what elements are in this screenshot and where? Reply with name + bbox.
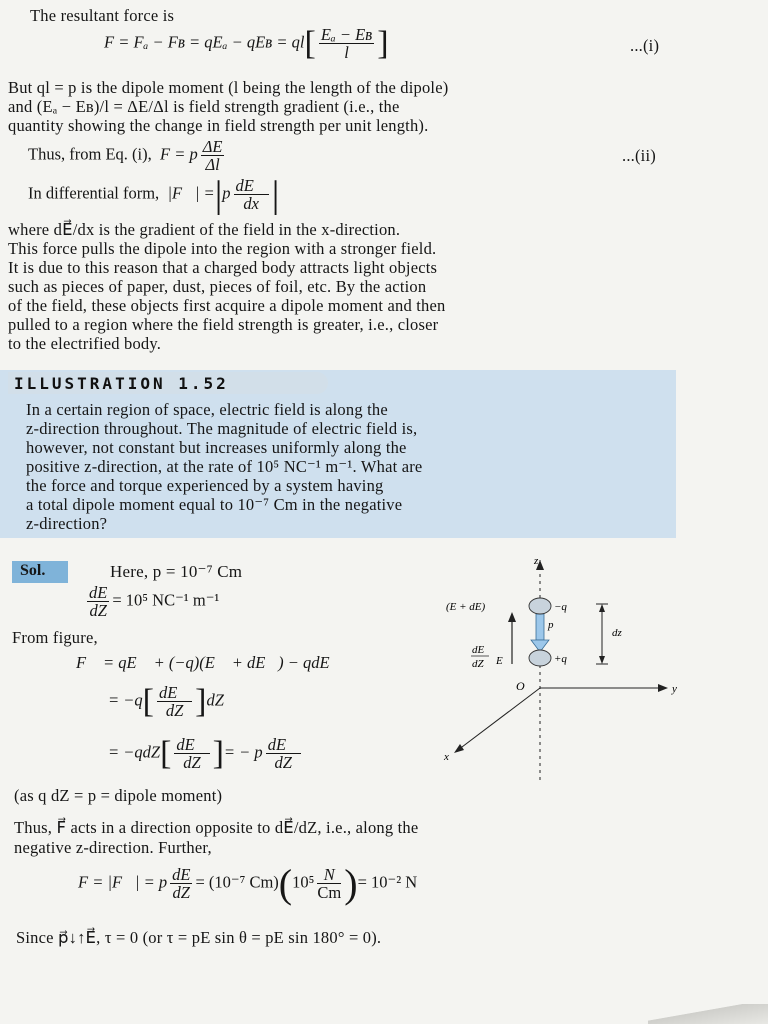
force-line-2: = −q[ $\frac{dE⃗}{dZ}$ ]dZ xyxy=(108,682,224,720)
paragraph-2-line-3: It is due to this reason that a charged body attracts light objects xyxy=(8,258,438,277)
illustration-line-5: the force and torque experienced by a system having xyxy=(26,476,384,495)
solution-here: Here, p = 10⁻⁷ Cm xyxy=(110,562,243,581)
E-plus-dE-label: (E + dE) xyxy=(446,601,486,613)
force-line-3: = −qdZ[ $\frac{dE⃗}{dZ}$ ]= − p $\frac{dE⃗}{dZ}$ xyxy=(108,734,299,772)
dipole-figure xyxy=(430,552,710,782)
E-label: E xyxy=(496,655,503,667)
dE-num: dE xyxy=(472,644,485,656)
dz-label: dz xyxy=(612,627,622,639)
force-line-1: F⃗ = qE⃗ + (−q)(E⃗ + dE⃗) − qdE⃗ xyxy=(76,653,343,672)
equation-1-tag: ...(i) xyxy=(630,36,660,55)
dz-arrow-down xyxy=(599,656,605,664)
page-curl xyxy=(648,1004,768,1024)
positive-charge xyxy=(529,650,551,666)
negative-charge xyxy=(529,598,551,614)
equation-2: Thus, from Eq. (i), F = p $\frac{\Delta E}{\Delta l}$ xyxy=(28,137,223,174)
paragraph-2-line-2: This force pulls the dipole into the region with a stronger field. xyxy=(8,239,437,258)
paragraph-1-line-3: quantity showing the change in field strength per unit length). xyxy=(8,116,429,135)
illustration-heading: ILLUSTRATION 1.52 xyxy=(14,374,229,393)
minus-q-label: −q xyxy=(554,601,567,613)
paragraph-1-line-1: But ql = p is the dipole moment (l being the length of the dipole) xyxy=(8,78,449,97)
paragraph-2-line-1: where dE⃗/dx is the gradient of the field in the x-direction. xyxy=(8,220,401,239)
z-axis-label: z xyxy=(534,555,539,567)
x-axis-label: x xyxy=(444,751,449,763)
thus-line-1: Thus, F⃗ acts in a direction opposite to dE⃗/dZ, i.e., along the xyxy=(14,818,419,837)
illustration-line-1: In a certain region of space, electric field is along the xyxy=(26,400,388,419)
intro-line: The resultant force is xyxy=(30,6,175,25)
x-axis xyxy=(458,688,540,750)
illustration-line-2: z-direction throughout. The magnitude of electric field is, xyxy=(26,419,418,438)
paragraph-2-line-5: of the field, these objects first acquire a dipole moment and then xyxy=(8,296,446,315)
since-line: Since p⃗↓↑E⃗, τ = 0 (or τ = pE sin θ = pE sin 180° = 0). xyxy=(16,928,382,947)
paragraph-2-line-4: such as pieces of paper, dust, pieces of foil, etc. By the action xyxy=(8,277,427,296)
equation-2-tag: ...(ii) xyxy=(622,146,656,165)
equation-3: In differential form, |F⃗| =|p $\frac{dE⃗}{dx}$ | xyxy=(28,173,280,216)
equation-1: F = Fₐ − Fʙ = qEₐ − qEʙ = ql[ $\frac{\text{Eₐ − Eʙ}}{l}$ ] xyxy=(104,24,389,62)
thus-line-2: negative z-direction. Further, xyxy=(14,838,212,857)
y-axis-arrow xyxy=(658,684,668,692)
field-arrow-head xyxy=(508,612,516,622)
dipole-note: (as q dZ = p = dipole moment) xyxy=(14,786,223,805)
illustration-line-4: positive z-direction, at the rate of 10⁵ NC⁻¹ m⁻¹. What are xyxy=(26,457,423,476)
gradient-equation: $\frac{dE}{dZ}$ = 10⁵ NC⁻¹ m⁻¹ xyxy=(89,583,220,620)
illustration-line-6: a total dipole moment equal to 10⁻⁷ Cm in the negative xyxy=(26,495,403,514)
p-label: p xyxy=(548,619,554,631)
dz-arrow-up xyxy=(599,604,605,612)
paragraph-2-line-6: pulled to a region where the field strength is greater, i.e., closer xyxy=(8,315,439,334)
origin-label: O xyxy=(516,679,525,693)
final-equation: F = |F⃗| = p $\frac{dE}{dZ}$ = (10⁻⁷ Cm)(10⁵ $\frac{N}{Cm}$ )= 10⁻² N xyxy=(78,860,418,906)
solution-label: Sol. xyxy=(20,562,46,579)
plus-q-label: +q xyxy=(554,653,567,665)
illustration-line-3: however, not constant but increases uniformly along the xyxy=(26,438,407,457)
x-axis-arrow xyxy=(454,744,464,753)
illustration-line-7: z-direction? xyxy=(26,514,108,533)
dipole-moment-shaft xyxy=(536,614,544,640)
paragraph-2-line-7: to the electrified body. xyxy=(8,334,162,353)
y-axis-label: y xyxy=(672,683,677,695)
dE-den: dZ xyxy=(472,658,484,670)
from-figure: From figure, xyxy=(12,628,98,647)
paragraph-1-line-2: and (Eₐ − Eʙ)/l = ΔE/Δl is field strength gradient (i.e., the xyxy=(8,97,400,116)
